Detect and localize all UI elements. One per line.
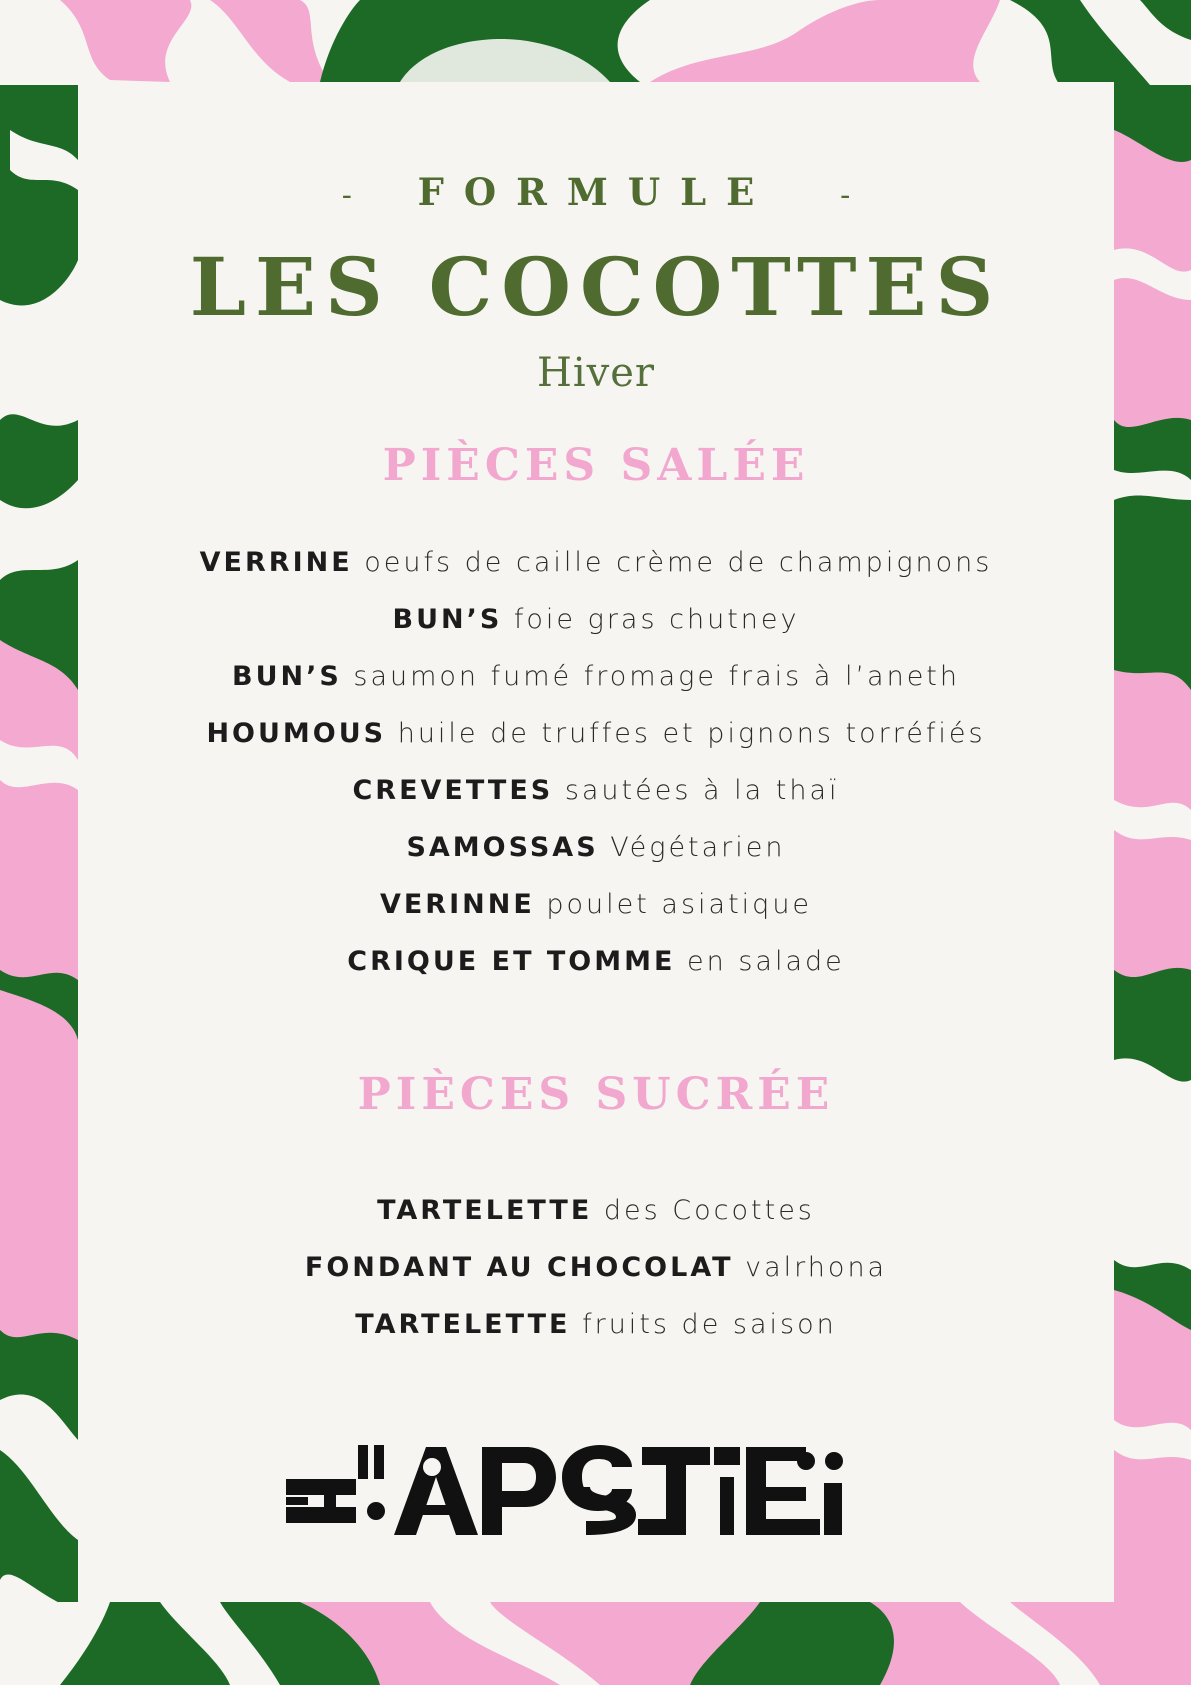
- item-desc: valrhona: [745, 1252, 888, 1283]
- item-name: CREVETTES: [352, 775, 554, 806]
- item-name: CRIQUE ET TOMME: [347, 946, 676, 977]
- menu-item: [78, 1182, 1114, 1239]
- item-desc: poulet asiatique: [546, 889, 813, 920]
- menu-item: [78, 876, 1114, 933]
- item-name: TARTELETTE: [355, 1309, 571, 1340]
- item-desc: saumon fumé fromage frais à l’aneth: [353, 661, 960, 692]
- menu-item: [78, 1239, 1114, 1296]
- item-name: BUN’S: [231, 661, 342, 692]
- menu-item: [78, 534, 1114, 591]
- item-desc: fruits de saison: [582, 1309, 837, 1340]
- menu-card: [78, 82, 1114, 1602]
- menu-item: [78, 705, 1114, 762]
- item-desc: huile de truffes et pignons torréfiés: [397, 718, 986, 749]
- item-desc: des Cocottes: [603, 1195, 815, 1226]
- menu-item: [78, 933, 1114, 990]
- section-title-sweet: PIÈCES SUCRÉE: [357, 1069, 835, 1120]
- kicker-dash-left: -: [341, 178, 352, 213]
- menu-item: [78, 591, 1114, 648]
- menu-item: [78, 1296, 1114, 1353]
- item-desc: sautées à la thaï: [564, 775, 840, 806]
- menu-subtitle: Hiver: [536, 350, 656, 396]
- menu-item: [78, 648, 1114, 705]
- item-desc: oeufs de caille crème de champignons: [364, 547, 993, 578]
- item-name: TARTELETTE: [377, 1195, 593, 1226]
- item-name: SAMOSSAS: [406, 832, 599, 863]
- menu-item: [78, 762, 1114, 819]
- savory-items-list: [78, 534, 1114, 990]
- section-title-savory: PIÈCES SALÉE: [382, 440, 810, 491]
- item-name: VERRINE: [199, 547, 353, 578]
- kicker-dash-right: -: [840, 178, 851, 213]
- item-desc: Végétarien: [610, 832, 786, 863]
- item-name: BUN’S: [392, 604, 503, 635]
- laposte-logo-icon: [286, 1437, 866, 1547]
- item-name: VERINNE: [379, 889, 535, 920]
- sweet-items-list: [78, 1182, 1114, 1353]
- formula-kicker: [78, 170, 1114, 214]
- item-desc: en salade: [687, 946, 845, 977]
- item-name: FONDANT AU CHOCOLAT: [304, 1252, 734, 1283]
- menu-item: [78, 819, 1114, 876]
- kicker-text: FORMULE: [417, 170, 775, 214]
- item-name: HOUMOUS: [206, 718, 387, 749]
- item-desc: foie gras chutney: [513, 604, 800, 635]
- menu-title: LES COCOTTES: [189, 240, 1003, 334]
